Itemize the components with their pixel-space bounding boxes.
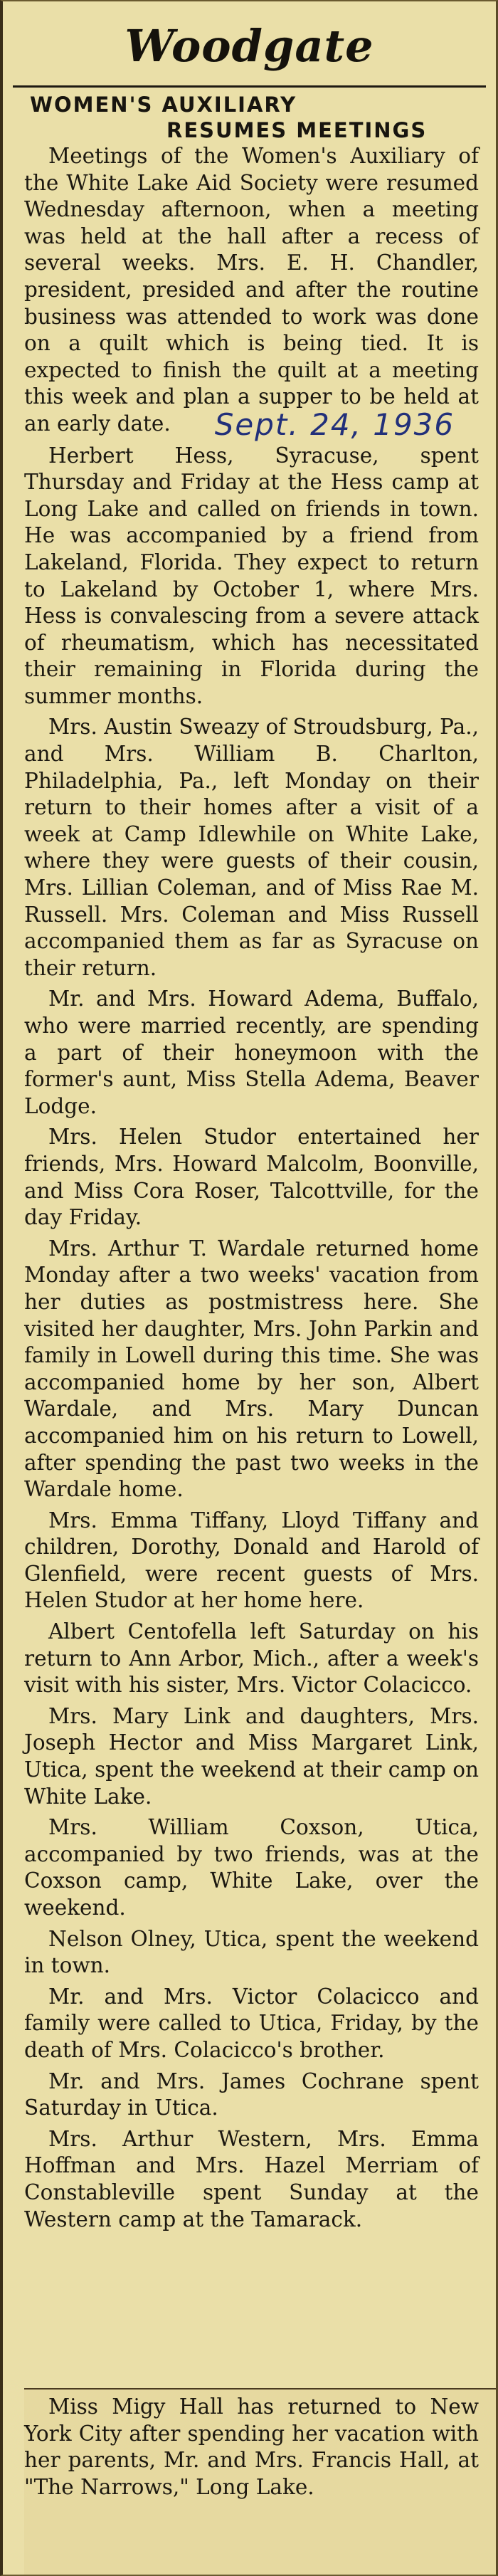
handwritten-date: Sept. 24, 1936 [214,406,455,442]
paragraph: Mrs. William Coxson, Utica, accompanied by two friends, was at the Coxson camp, White Lake, over the weekend. [24,1815,479,1920]
paragraph: Mr. and Mrs. Howard Adema, Buffalo, who were married recently, are spending a part of their honeymoon with the former's aunt, Miss Stella Adema, Beaver Lodge. [24,987,479,1118]
headline-line-1: WOMEN'S AUXILIARY [30,93,297,117]
paragraph-text: Meetings of the Women's Auxiliary of the White Lake Aid Society were resumed Wednesday afternoon, when a meeting was held at the hall after a recess of several weeks. Mrs. E. H. Chandler, president, presided and after the routine business was attended to work was done on a quilt which is being tied. It is expected to finish the quilt at a meeting this week and plan a supper to be held at an early date. [24,144,479,436]
paragraph: Mr. and Mrs. James Cochrane spent Saturday in Utica. [24,2068,479,2120]
paragraph: Mrs. Austin Sweazy of Stroudsburg, Pa., and Mrs. William B. Charlton, Philadelphia, Pa., left Monday on their return to their homes after a visit of a week at Camp Idlewhile on White Lake, where they were guests of their cousin, Mrs. Lillian Coleman, and of Miss Rae M. Russell. Mrs. Coleman and Miss Russell accompanied them as far as Syracuse on their return. [24,715,479,980]
article-body [3,143,496,2233]
paragraph [24,143,479,442]
paragraph: Mrs. Emma Tiffany, Lloyd Tiffany and children, Dorothy, Donald and Harold of Glenfield, were recent guests of Mrs. Helen Studor at her home here. [24,1508,479,1613]
pasted-final-clipping [24,2388,496,2575]
paragraph: Mrs. Mary Link and daughters, Mrs. Joseph Hector and Miss Margaret Link, Utica, spent the weekend at their camp on White Lake. [24,1703,479,1809]
paragraph: Albert Centofella left Saturday on his return to Ann Arbor, Mich., after a week's visit with his sister, Mrs. Victor Colacicco. [24,1619,479,1698]
article-headline [3,92,496,143]
masthead-title: Woodgate [124,20,374,72]
paragraph: Mrs. Helen Studor entertained her friends, Mrs. Howard Malcolm, Boonville, and Miss Cora Roser, Talcottville, for the day Friday. [24,1125,479,1230]
paragraph: Herbert Hess, Syracuse, spent Thursday and Friday at the Hess camp at Long Lake and called on friends in town. He was accompanied by a friend from Lakeland, Florida. They expect to return to Lakeland by October 1, where Mrs. Hess is convalescing from a severe attack of rheumatism, which has necessitated their remaining in Florida during the summer months. [24,443,479,708]
paragraph: Mr. and Mrs. Victor Colacicco and family were called to Utica, Friday, by the death of Mrs. Colacicco's brother. [24,1984,479,2062]
masthead-rule [13,85,486,88]
paragraph: Miss Migy Hall has returned to New York City after spending her vacation with her parents, Mr. and Mrs. Francis Hall, at "The Narrows," Long Lake. [24,2394,479,2499]
headline-line-2: RESUMES MEETINGS [166,118,428,142]
paragraph: Mrs. Arthur Western, Mrs. Emma Hoffman and Mrs. Hazel Merriam of Constableville spent Sunday at the Western camp at the Tamarack. [24,2126,479,2231]
paragraph: Mrs. Arthur T. Wardale returned home Monday after a two weeks' vacation from her duties as postmistress here. She visited her daughter, Mrs. John Parkin and family in Lowell during this time. She was accompanied home by her son, Albert Wardale, and Mrs. Mary Duncan accompanied him on his return to Lowell, after spending the past two weeks in the Wardale home. [24,1236,479,1502]
paragraph: Nelson Olney, Utica, spent the weekend in town. [24,1926,479,1978]
